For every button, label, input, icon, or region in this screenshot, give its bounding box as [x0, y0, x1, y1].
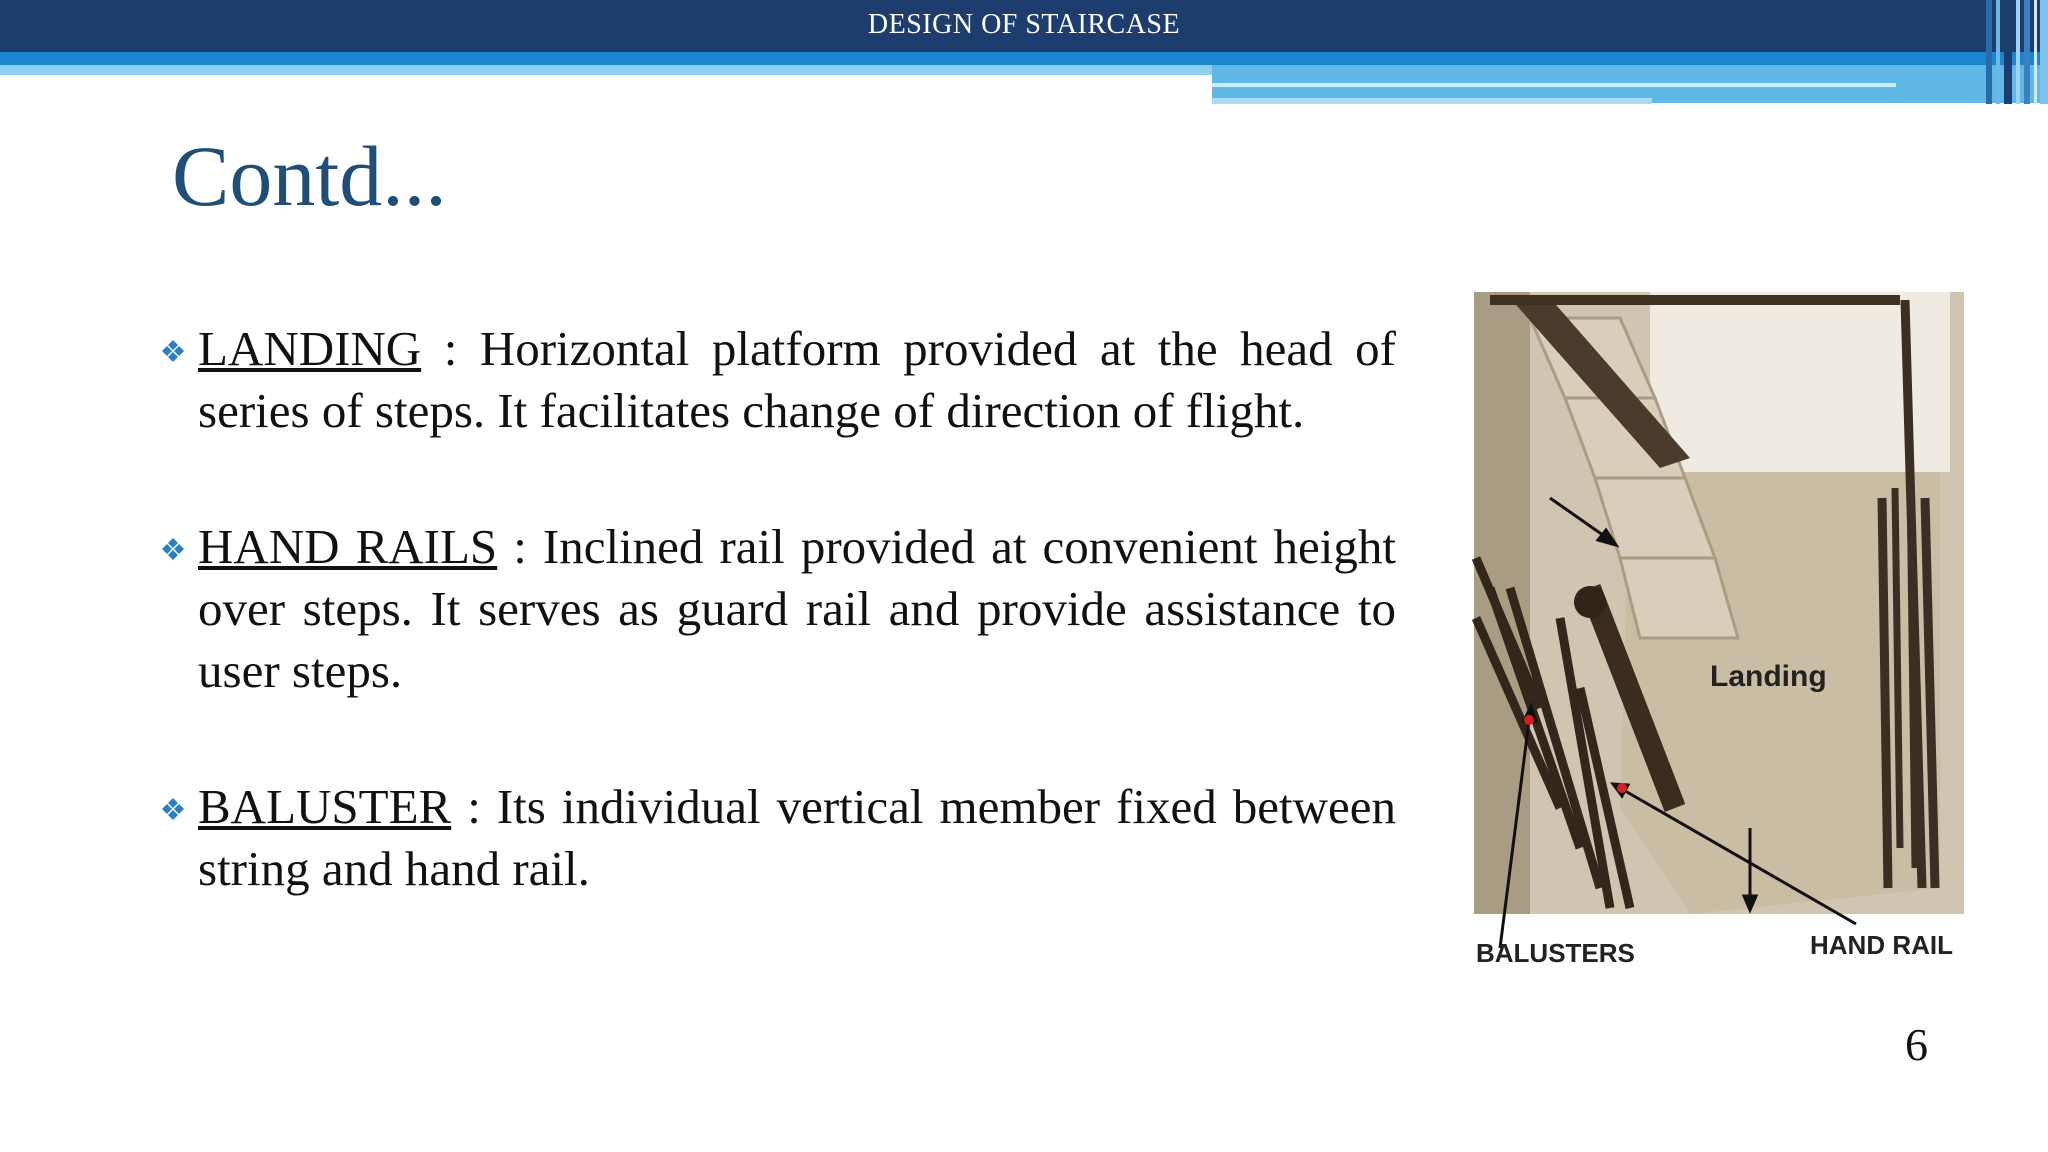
bullet-text: : Horizontal platform provided at the head of series of steps. It facilitates change of direction of flight. [198, 321, 1396, 438]
bullet-landing [152, 318, 1396, 442]
staircase-figure [1470, 288, 1970, 978]
header-right-lower-band [1212, 98, 1652, 104]
bullet-baluster [152, 776, 1396, 900]
slide-title: Contd... [172, 128, 447, 224]
bullet-term: LANDING [198, 321, 422, 376]
header-right-line [1212, 83, 1896, 87]
header-title: DESIGN OF STAIRCASE [867, 9, 1181, 40]
staircase-photo [1470, 288, 1970, 978]
bullet-term: HAND RAILS [198, 519, 498, 574]
bullet-hand-rails [152, 516, 1396, 702]
landing-label: Landing [1710, 660, 1827, 693]
bullet-text: : Its individual vertical member fixed between string and hand rail. [198, 779, 1396, 896]
header-corner-stripes [1986, 0, 2048, 104]
diamond-bullet-icon [156, 516, 190, 578]
balusters-label: BALUSTERS [1476, 938, 1635, 968]
header-light-band [0, 65, 1212, 75]
diamond-bullet-icon [156, 318, 190, 380]
header-accent-band [0, 52, 2048, 65]
bullet-text: : Inclined rail provided at convenient height over steps. It serves as guard rail and provide assistance to user steps. [198, 519, 1396, 698]
page-number: 6 [1905, 1019, 1928, 1070]
bullet-term: BALUSTER [198, 779, 452, 834]
diamond-bullet-icon [156, 776, 190, 838]
hand-rail-label: HAND RAIL [1810, 930, 1953, 960]
bullet-list [152, 318, 1396, 974]
header-bar [0, 0, 2048, 52]
